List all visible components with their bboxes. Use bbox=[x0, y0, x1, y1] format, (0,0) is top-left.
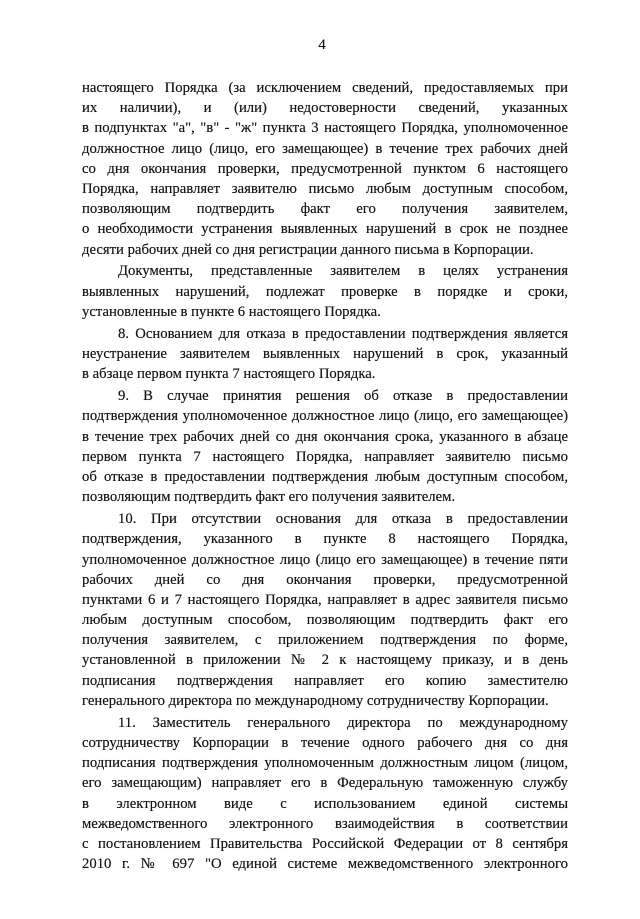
text-line: первом пункта 7 настоящего Порядка, направляет заявителю письмо bbox=[82, 448, 568, 465]
text-line: позволяющим подтвердить факт его получения заявителем, bbox=[82, 201, 568, 218]
text-line: Порядка, направляет заявителю письмо любым доступным способом, bbox=[82, 180, 568, 197]
text-line: выявленных нарушений, подлежат проверке в порядке и сроки, bbox=[82, 283, 568, 300]
text-line: его замещающим) направляет его в Федеральную таможенную службу bbox=[82, 775, 568, 792]
text-line: рабочих дней со дня окончания проверки, предусмотренной bbox=[82, 571, 568, 588]
paragraph-item-10 bbox=[82, 509, 568, 711]
text-line: подписания подтверждения направляет его копию заместителю bbox=[82, 672, 568, 689]
text-line: генерального директора по международному сотрудничеству Корпорации. bbox=[82, 692, 549, 709]
text-line: подтверждения уполномоченное должностное лицо (лицо, его замещающее) bbox=[82, 408, 568, 425]
page-number: 4 bbox=[318, 37, 326, 53]
text-line: пунктами 6 и 7 настоящего Порядка, направляет в адрес заявителя письмо bbox=[82, 591, 568, 608]
paragraph-item-9 bbox=[82, 386, 568, 507]
paragraph-documents bbox=[82, 261, 568, 322]
text-line: 2010 г. № 697 "О единой системе межведомственного электронного bbox=[82, 856, 568, 873]
text-line: получения заявителем, с приложением подтверждения по форме, bbox=[82, 632, 568, 649]
text-line: десяти рабочих дней со дня регистрации данного письма в Корпорации. bbox=[82, 241, 534, 258]
text-line: подписания подтверждения уполномоченным должностным лицом (лицом, bbox=[82, 755, 568, 772]
text-line: межведомственного электронного взаимодействия в соответствии bbox=[82, 815, 568, 832]
text-line: с постановлением Правительства Российской Федерации от 8 сентября bbox=[82, 835, 568, 852]
text-line: должностное лицо (лицо, его замещающее) в течение трех рабочих дней bbox=[82, 140, 568, 157]
text-line: 8. Основанием для отказа в предоставлении подтверждения является bbox=[118, 325, 568, 342]
text-line: неустранение заявителем выявленных нарушений в срок, указанный bbox=[82, 346, 568, 363]
text-line: 10. При отсутствии основания для отказа в предоставлении bbox=[118, 511, 568, 528]
text-line: об отказе в предоставлении подтверждения любым доступным способом, bbox=[82, 468, 568, 485]
paragraph-item-11 bbox=[82, 713, 568, 875]
text-line: 9. В случае принятия решения об отказе в предоставлении bbox=[118, 388, 568, 405]
text-line: любым доступным способом, позволяющим подтвердить факт его bbox=[82, 612, 568, 629]
text-line: в абзаце первом пункта 7 настоящего Порядка. bbox=[82, 366, 376, 383]
paragraph-item-8 bbox=[82, 324, 568, 385]
text-line: в подпунктах "а", "в" - "ж" пункта 3 настоящего Порядка, уполномоченное bbox=[82, 120, 568, 137]
text-line: 11. Заместитель генерального директора по международному bbox=[118, 714, 568, 731]
body-text bbox=[82, 78, 568, 874]
text-line: сотрудничеству Корпорации в течение одного рабочего дня со дня bbox=[82, 734, 568, 751]
text-line: позволяющим подтвердить факт его получения заявителем. bbox=[82, 489, 456, 506]
text-line: настоящего Порядка (за исключением сведений, предоставляемых при bbox=[82, 80, 568, 96]
text-line: уполномоченное должностное лицо (лицо его замещающее) в течение пяти bbox=[82, 551, 568, 568]
text-line: в течение трех рабочих дней со дня окончания срока, указанного в абзаце bbox=[82, 428, 568, 445]
text-line: со дня окончания проверки, предусмотренной пунктом 6 настоящего bbox=[82, 160, 568, 177]
text-line: установленные в пункте 6 настоящего Порядка. bbox=[82, 303, 381, 320]
text-line: подтверждения, указанного в пункте 8 настоящего Порядка, bbox=[82, 531, 568, 548]
text-line: установленной в приложении № 2 к настоящему приказу, и в день bbox=[82, 652, 568, 669]
paragraph-continuation bbox=[82, 78, 568, 260]
text-line: о необходимости устранения выявленных нарушений в срок не позднее bbox=[82, 221, 568, 238]
text-line: их наличии), и (или) недостоверности сведений, указанных bbox=[82, 100, 568, 117]
text-line: в электронном виде с использованием единой системы bbox=[82, 795, 568, 812]
text-line: Документы, представленные заявителем в целях устранения bbox=[118, 263, 568, 280]
